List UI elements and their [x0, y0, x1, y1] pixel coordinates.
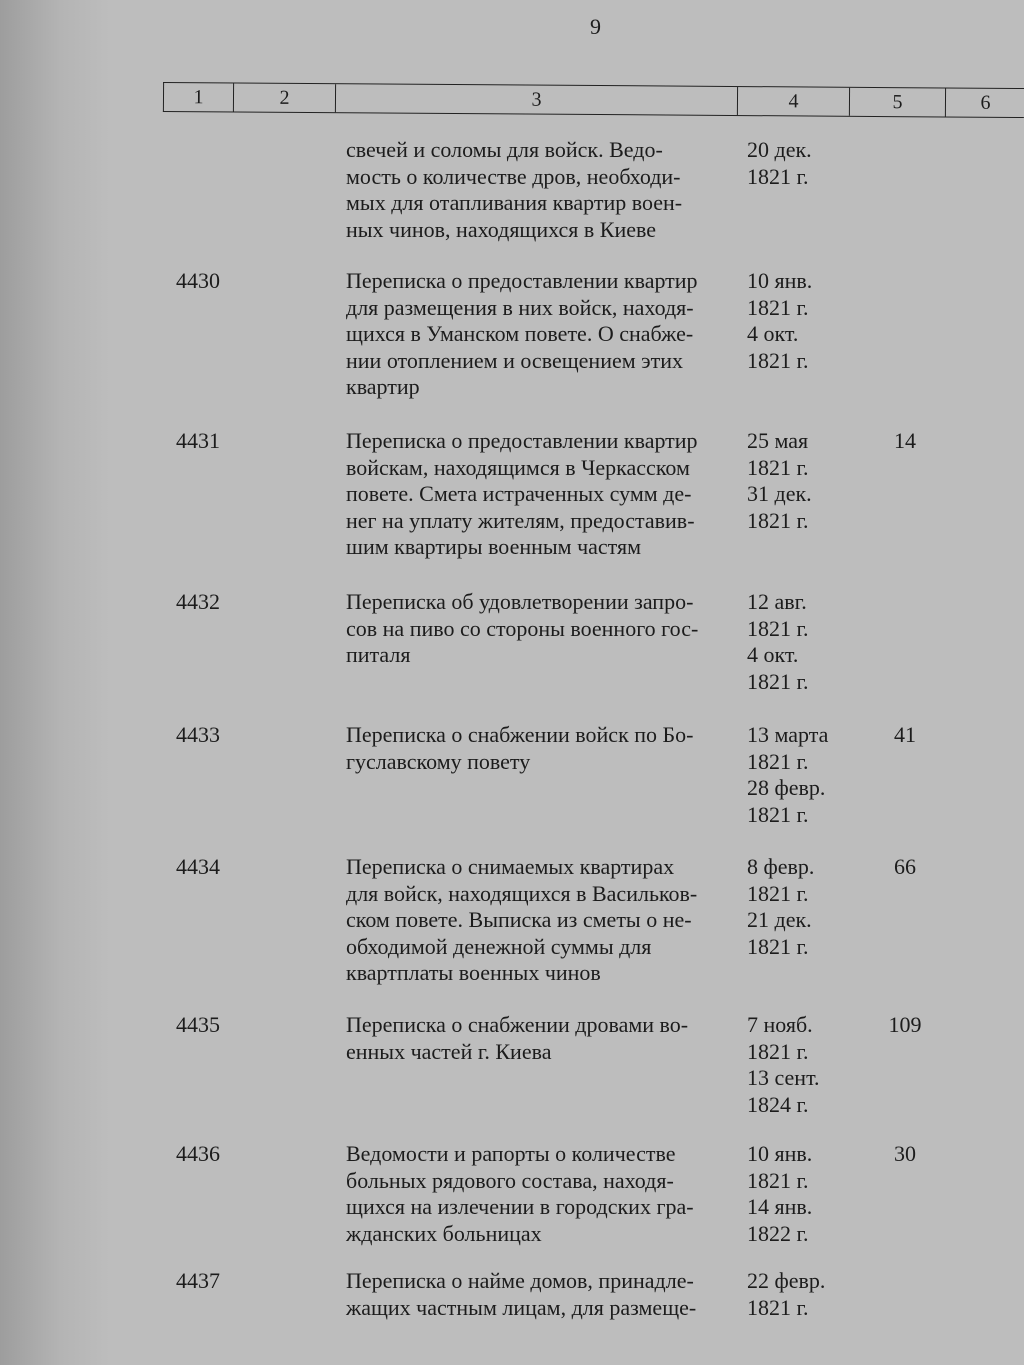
- title-line: шим квартиры военным частям: [346, 534, 642, 559]
- file-number: 4437: [176, 1268, 220, 1293]
- date-line: 1821 г.: [747, 748, 809, 774]
- file-number: 4430: [176, 268, 220, 293]
- column-header-4: 4: [738, 87, 850, 116]
- title-line: повете. Смета истраченных сумм де-: [346, 481, 692, 506]
- date-line: 4 окт.: [747, 642, 799, 667]
- file-title: [346, 722, 726, 775]
- file-dates: [747, 722, 857, 828]
- title-line: енных частей г. Киева: [346, 1038, 552, 1064]
- date-line: 1821 г.: [747, 294, 809, 320]
- column-header-3: 3: [336, 84, 738, 115]
- title-line: жащих частным лицам, для размеще-: [346, 1294, 697, 1320]
- column-header-5: 5: [850, 88, 946, 117]
- sheet-count: 41: [894, 722, 916, 747]
- date-line: 28 февр.: [747, 775, 826, 800]
- title-line: Переписка об удовлетворении запро-: [346, 589, 694, 614]
- date-line: 1821 г.: [747, 668, 809, 694]
- file-title: [346, 1141, 726, 1247]
- file-title: [346, 854, 726, 987]
- file-dates: [747, 1268, 857, 1321]
- title-line: сов на пиво со стороны военного гос-: [346, 615, 699, 641]
- date-line: 14 янв.: [747, 1194, 813, 1219]
- file-title: [346, 589, 726, 669]
- file-number: 4435: [176, 1012, 220, 1037]
- date-line: 13 марта: [747, 722, 829, 747]
- date-line: 1822 г.: [747, 1220, 809, 1246]
- title-line: Переписка о снабжении войск по Бо-: [346, 722, 694, 747]
- date-line: 1821 г.: [747, 801, 809, 827]
- date-line: 7 нояб.: [747, 1012, 813, 1037]
- date-line: 1821 г.: [747, 163, 809, 189]
- date-line: 10 янв.: [747, 1141, 813, 1166]
- title-line: гуславскому повету: [346, 748, 531, 774]
- title-line: квартплаты военных чинов: [346, 960, 601, 985]
- title-line: обходимой денежной суммы для: [346, 933, 652, 959]
- title-line: Переписка о найме домов, принадле-: [346, 1268, 694, 1293]
- file-number: 4436: [176, 1141, 220, 1166]
- date-line: 1821 г.: [747, 880, 809, 906]
- title-line: ском повете. Выписка из сметы о не-: [346, 907, 692, 932]
- file-title: [346, 428, 726, 561]
- title-line: Переписка о предоставлении квартир: [346, 428, 698, 453]
- date-line: 1824 г.: [747, 1091, 809, 1117]
- file-dates: [747, 137, 857, 190]
- date-line: 10 янв.: [747, 268, 813, 293]
- facing-page-edge: [0, 0, 110, 1365]
- title-line: ных чинов, находящихся в Киеве: [346, 216, 657, 242]
- file-dates: [747, 1012, 857, 1118]
- date-line: 4 окт.: [747, 321, 799, 346]
- sheet-count: 66: [894, 854, 916, 879]
- date-line: 1821 г.: [747, 615, 809, 641]
- file-number: 4432: [176, 589, 220, 614]
- title-line: Переписка о предоставлении квартир: [346, 268, 698, 293]
- file-dates: [747, 428, 857, 534]
- page-number: 9: [590, 14, 601, 39]
- column-header-1: 1: [164, 83, 234, 111]
- file-number: 4433: [176, 722, 220, 747]
- date-line: 31 дек.: [747, 481, 812, 506]
- column-header-row: [163, 82, 1024, 118]
- title-line: квартир: [346, 374, 420, 399]
- title-line: Ведомости и рапорты о количестве: [346, 1141, 676, 1166]
- title-line: Переписка о снабжении дровами во-: [346, 1012, 689, 1037]
- title-line: щихся на излечении в городских гра-: [346, 1194, 694, 1219]
- file-title: [346, 137, 726, 243]
- title-line: для размещения в них войск, находя-: [346, 294, 694, 320]
- file-dates: [747, 1141, 857, 1247]
- date-line: 22 февр.: [747, 1268, 826, 1293]
- title-line: свечей и соломы для войск. Ведо-: [346, 137, 663, 162]
- date-line: 20 дек.: [747, 137, 812, 162]
- file-dates: [747, 854, 857, 960]
- title-line: мых для отапливания квартир воен-: [346, 190, 683, 215]
- date-line: 25 мая: [747, 428, 809, 453]
- date-line: 21 дек.: [747, 907, 812, 932]
- column-header-2: 2: [234, 83, 336, 112]
- date-line: 1821 г.: [747, 507, 809, 533]
- date-line: 1821 г.: [747, 454, 809, 480]
- title-line: войскам, находящимся в Черкасском: [346, 454, 690, 480]
- title-line: жданских больницах: [346, 1220, 542, 1246]
- title-line: питаля: [346, 642, 411, 667]
- date-line: 12 авг.: [747, 589, 807, 614]
- file-title: [346, 1268, 726, 1321]
- title-line: нии отоплением и освещением этих: [346, 347, 683, 373]
- file-title: [346, 1012, 726, 1065]
- file-dates: [747, 589, 857, 695]
- file-dates: [747, 268, 857, 374]
- title-line: Переписка о снимаемых квартирах: [346, 854, 675, 879]
- date-line: 1821 г.: [747, 347, 809, 373]
- date-line: 1821 г.: [747, 1038, 809, 1064]
- sheet-count: 14: [894, 428, 916, 453]
- date-line: 13 сент.: [747, 1065, 820, 1090]
- file-number: 4434: [176, 854, 220, 879]
- date-line: 1821 г.: [747, 1167, 809, 1193]
- title-line: щихся в Уманском повете. О снабже-: [346, 321, 694, 346]
- title-line: для войск, находящихся в Васильков-: [346, 880, 698, 906]
- date-line: 1821 г.: [747, 1294, 809, 1320]
- sheet-count: 30: [894, 1141, 916, 1166]
- title-line: нег на уплату жителям, предоставив-: [346, 507, 695, 533]
- title-line: мость о количестве дров, необходи-: [346, 163, 681, 189]
- column-header-6: 6: [980, 91, 991, 114]
- date-line: 1821 г.: [747, 933, 809, 959]
- sheet-count: 109: [888, 1012, 922, 1037]
- file-number: 4431: [176, 428, 220, 453]
- file-title: [346, 268, 726, 401]
- title-line: больных рядового состава, находя-: [346, 1167, 674, 1193]
- date-line: 8 февр.: [747, 854, 815, 879]
